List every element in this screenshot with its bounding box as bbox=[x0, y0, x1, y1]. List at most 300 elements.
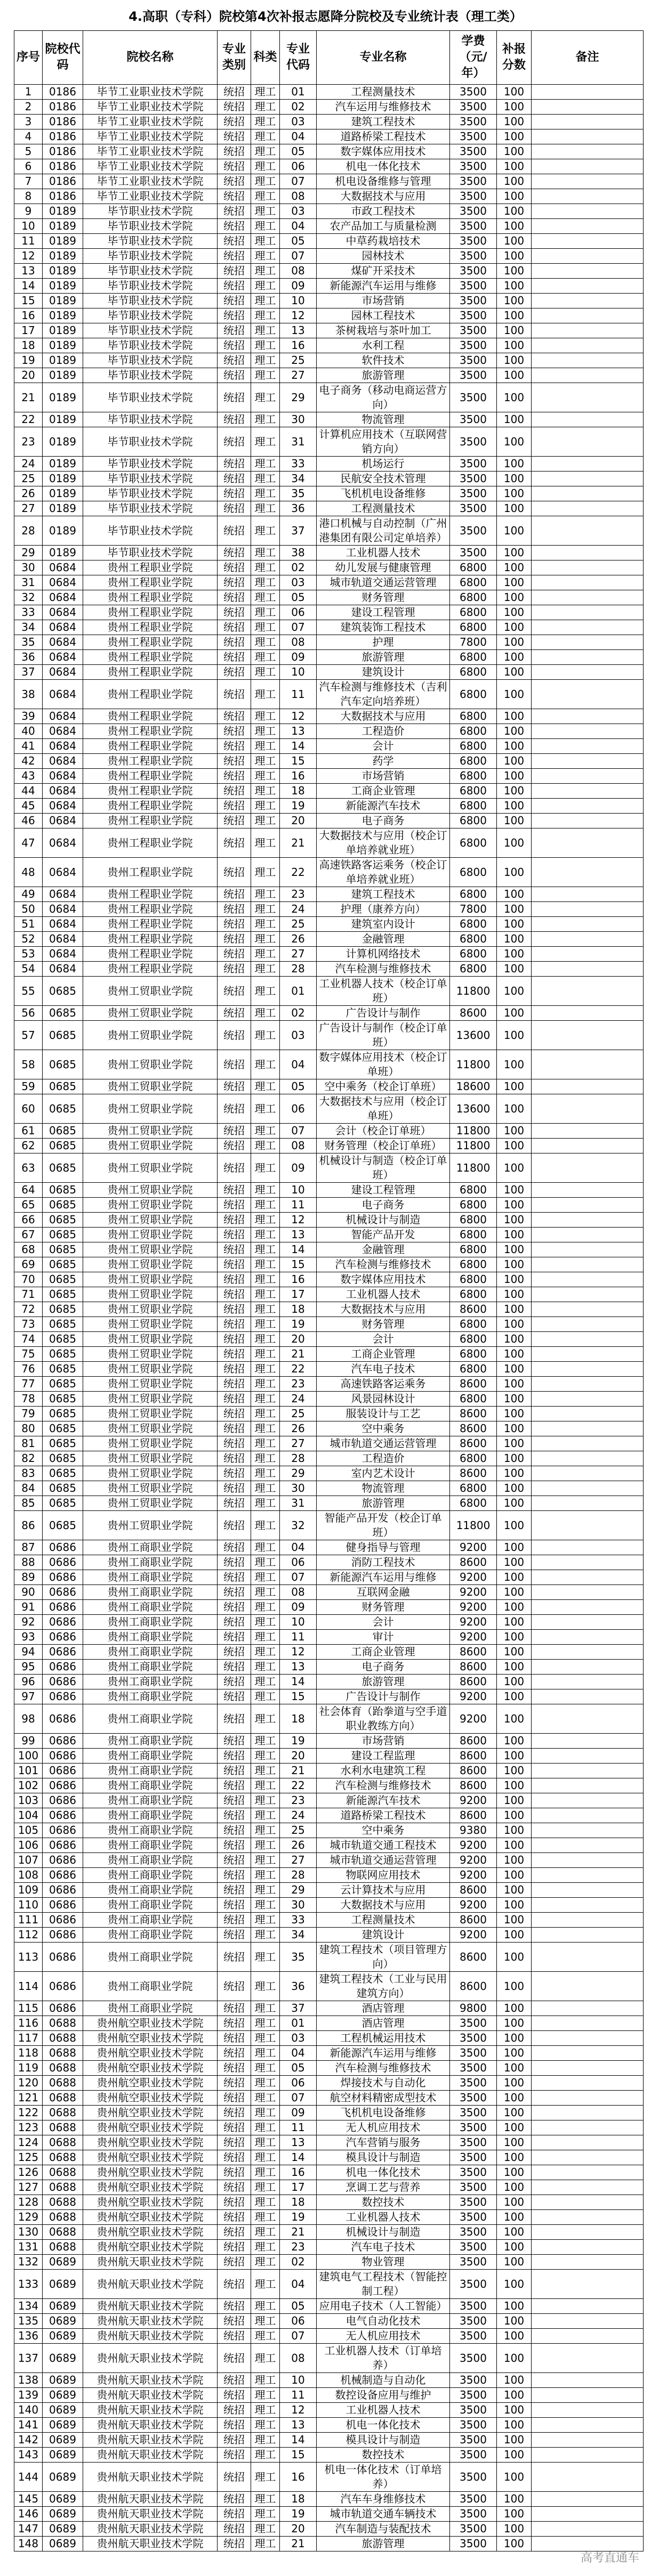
seq-cell: 76 bbox=[14, 1362, 43, 1377]
subject-type-cell: 理工 bbox=[251, 2448, 280, 2463]
school-code-cell: 0688 bbox=[43, 2091, 83, 2106]
subject-type-cell: 理工 bbox=[251, 1570, 280, 1585]
major-category-cell: 统招 bbox=[218, 338, 251, 353]
subject-type-cell: 理工 bbox=[251, 1317, 280, 1332]
major-code-cell: 29 bbox=[280, 1883, 317, 1898]
major-name-cell: 电子商务 bbox=[317, 814, 450, 828]
school-name-cell: 贵州工贸职业学院 bbox=[83, 1332, 218, 1347]
tuition-cell: 6800 bbox=[450, 1451, 497, 1466]
remarks-cell bbox=[532, 1645, 644, 1660]
major-category-cell: 统招 bbox=[218, 977, 251, 1006]
major-code-cell: 01 bbox=[280, 2016, 317, 2031]
major-name-cell: 大数据技术与应用（校企订单培养就业班） bbox=[317, 828, 450, 858]
table-row bbox=[14, 2492, 644, 2507]
supplement-score-cell: 100 bbox=[497, 129, 532, 144]
table-row bbox=[14, 828, 644, 858]
tuition-cell: 8600 bbox=[450, 1407, 497, 1421]
remarks-cell bbox=[532, 1928, 644, 1943]
subject-type-cell: 理工 bbox=[251, 1407, 280, 1421]
major-code-cell: 30 bbox=[280, 412, 317, 427]
school-name-cell: 贵州工程职业学院 bbox=[83, 917, 218, 932]
tuition-cell: 11800 bbox=[450, 1153, 497, 1183]
seq-cell: 22 bbox=[14, 412, 43, 427]
school-name-cell: 贵州工商职业学院 bbox=[83, 1555, 218, 1570]
remarks-cell bbox=[532, 219, 644, 234]
remarks-cell bbox=[532, 338, 644, 353]
supplement-score-cell: 100 bbox=[497, 2463, 532, 2492]
remarks-cell bbox=[532, 234, 644, 249]
seq-cell: 38 bbox=[14, 680, 43, 709]
table-row bbox=[14, 2388, 644, 2403]
major-name-cell: 大数据技术与应用 bbox=[317, 1898, 450, 1913]
remarks-cell bbox=[532, 1139, 644, 1153]
major-name-cell: 物流管理 bbox=[317, 1481, 450, 1496]
tuition-cell: 3500 bbox=[450, 129, 497, 144]
remarks-cell bbox=[532, 1496, 644, 1511]
table-row bbox=[14, 1972, 644, 2001]
major-name-cell: 焊接技术与自动化 bbox=[317, 2076, 450, 2091]
major-category-cell: 统招 bbox=[218, 2537, 251, 2551]
table-row bbox=[14, 2001, 644, 2016]
seq-cell: 25 bbox=[14, 472, 43, 486]
supplement-score-cell: 100 bbox=[497, 620, 532, 635]
major-name-cell: 工业机器人技术 bbox=[317, 2403, 450, 2418]
table-row bbox=[14, 1838, 644, 1853]
major-category-cell: 统招 bbox=[218, 1764, 251, 1778]
major-code-cell: 06 bbox=[280, 1555, 317, 1570]
major-category-cell: 统招 bbox=[218, 1630, 251, 1645]
tuition-cell: 6800 bbox=[450, 947, 497, 962]
major-category-cell: 统招 bbox=[218, 605, 251, 620]
remarks-cell bbox=[532, 2255, 644, 2270]
supplement-score-cell: 100 bbox=[497, 294, 532, 308]
school-code-cell: 0686 bbox=[43, 1600, 83, 1615]
major-name-cell: 建筑工程技术 bbox=[317, 115, 450, 129]
supplement-score-cell: 100 bbox=[497, 1645, 532, 1660]
tuition-cell: 3500 bbox=[450, 294, 497, 308]
remarks-cell bbox=[532, 2150, 644, 2165]
seq-cell: 43 bbox=[14, 769, 43, 784]
school-code-cell: 0686 bbox=[43, 1749, 83, 1764]
major-category-cell: 统招 bbox=[218, 1749, 251, 1764]
seq-cell: 130 bbox=[14, 2225, 43, 2240]
major-name-cell: 风景园林设计 bbox=[317, 1392, 450, 1407]
major-name-cell: 电子商务 bbox=[317, 1198, 450, 1213]
supplement-score-cell: 100 bbox=[497, 2120, 532, 2135]
subject-type-cell: 理工 bbox=[251, 219, 280, 234]
tuition-cell: 9200 bbox=[450, 1793, 497, 1808]
school-name-cell: 贵州工商职业学院 bbox=[83, 1808, 218, 1823]
major-code-cell: 36 bbox=[280, 1972, 317, 2001]
remarks-cell bbox=[532, 1481, 644, 1496]
table-row bbox=[14, 1675, 644, 1689]
tuition-cell: 3500 bbox=[450, 2225, 497, 2240]
major-category-cell: 统招 bbox=[218, 1198, 251, 1213]
tuition-cell: 3500 bbox=[450, 2388, 497, 2403]
subject-type-cell: 理工 bbox=[251, 635, 280, 650]
seq-cell: 85 bbox=[14, 1496, 43, 1511]
table-row bbox=[14, 1808, 644, 1823]
supplement-score-cell: 100 bbox=[497, 174, 532, 189]
major-code-cell: 15 bbox=[280, 2448, 317, 2463]
major-code-cell: 16 bbox=[280, 1272, 317, 1287]
remarks-cell bbox=[532, 204, 644, 219]
major-name-cell: 模具设计与制造 bbox=[317, 2150, 450, 2165]
major-name-cell: 旅游管理 bbox=[317, 2537, 450, 2551]
subject-type-cell: 理工 bbox=[251, 902, 280, 917]
school-code-cell: 0686 bbox=[43, 1823, 83, 1838]
table-row bbox=[14, 1257, 644, 1272]
major-name-cell: 应用电子技术（人工智能） bbox=[317, 2299, 450, 2314]
major-category-cell: 统招 bbox=[218, 144, 251, 159]
school-code-cell: 0684 bbox=[43, 799, 83, 814]
major-name-cell: 汽车检测与维修技术 bbox=[317, 1778, 450, 1793]
school-name-cell: 贵州工贸职业学院 bbox=[83, 1021, 218, 1050]
school-code-cell: 0684 bbox=[43, 962, 83, 977]
table-row bbox=[14, 249, 644, 264]
subject-type-cell: 理工 bbox=[251, 189, 280, 204]
school-code-cell: 0684 bbox=[43, 754, 83, 769]
remarks-cell bbox=[532, 887, 644, 902]
school-name-cell: 贵州工商职业学院 bbox=[83, 1630, 218, 1645]
major-name-cell: 港口机械与自动控制（广州港集团有限公司定单培养） bbox=[317, 516, 450, 546]
major-name-cell: 航空材料精密成型技术 bbox=[317, 2091, 450, 2106]
major-name-cell: 水利水电建筑工程 bbox=[317, 1764, 450, 1778]
major-category-cell: 统招 bbox=[218, 1778, 251, 1793]
school-code-cell: 0684 bbox=[43, 575, 83, 590]
supplement-score-cell: 100 bbox=[497, 1377, 532, 1392]
seq-cell: 90 bbox=[14, 1585, 43, 1600]
major-code-cell: 25 bbox=[280, 917, 317, 932]
seq-cell: 17 bbox=[14, 323, 43, 338]
supplement-score-cell: 100 bbox=[497, 977, 532, 1006]
major-name-cell: 工程测量技术 bbox=[317, 85, 450, 100]
school-code-cell: 0689 bbox=[43, 2388, 83, 2403]
table-row bbox=[14, 2195, 644, 2210]
subject-type-cell: 理工 bbox=[251, 2150, 280, 2165]
seq-cell: 114 bbox=[14, 1972, 43, 2001]
table-row bbox=[14, 575, 644, 590]
major-category-cell: 统招 bbox=[218, 724, 251, 739]
table-row bbox=[14, 2403, 644, 2418]
subject-type-cell: 理工 bbox=[251, 1481, 280, 1496]
major-name-cell: 大数据技术与应用 bbox=[317, 709, 450, 724]
tuition-cell: 8600 bbox=[450, 1764, 497, 1778]
major-code-cell: 01 bbox=[280, 85, 317, 100]
school-name-cell: 毕节职业技术学院 bbox=[83, 323, 218, 338]
school-code-cell: 0686 bbox=[43, 1540, 83, 1555]
major-name-cell: 汽车检测与维修技术 bbox=[317, 1257, 450, 1272]
tuition-cell: 8600 bbox=[450, 1006, 497, 1021]
major-name-cell: 民航安全技术管理 bbox=[317, 472, 450, 486]
seq-cell: 107 bbox=[14, 1853, 43, 1868]
major-code-cell: 10 bbox=[280, 2373, 317, 2388]
subject-type-cell: 理工 bbox=[251, 2270, 280, 2299]
school-code-cell: 0186 bbox=[43, 115, 83, 129]
school-code-cell: 0684 bbox=[43, 769, 83, 784]
tuition-cell: 3500 bbox=[450, 2373, 497, 2388]
table-row bbox=[14, 472, 644, 486]
major-code-cell: 19 bbox=[280, 2210, 317, 2225]
seq-cell: 105 bbox=[14, 1823, 43, 1838]
major-name-cell: 工业机器人技术 bbox=[317, 546, 450, 560]
table-row bbox=[14, 739, 644, 754]
tuition-cell: 8600 bbox=[450, 1436, 497, 1451]
school-code-cell: 0685 bbox=[43, 1466, 83, 1481]
table-row bbox=[14, 754, 644, 769]
school-name-cell: 贵州航天职业技术学院 bbox=[83, 2403, 218, 2418]
major-name-cell: 幼儿发展与健康管理 bbox=[317, 560, 450, 575]
school-code-cell: 0189 bbox=[43, 472, 83, 486]
major-code-cell: 29 bbox=[280, 383, 317, 412]
school-code-cell: 0686 bbox=[43, 1615, 83, 1630]
school-code-cell: 0688 bbox=[43, 2120, 83, 2135]
remarks-cell bbox=[532, 1079, 644, 1094]
major-name-cell: 工业机器人技术（校企订单班） bbox=[317, 977, 450, 1006]
seq-cell: 49 bbox=[14, 887, 43, 902]
major-name-cell: 机电一体化技术 bbox=[317, 2165, 450, 2180]
seq-cell: 102 bbox=[14, 1778, 43, 1793]
major-name-cell: 软件技术 bbox=[317, 353, 450, 368]
major-code-cell: 09 bbox=[280, 2106, 317, 2120]
school-name-cell: 贵州航空职业技术学院 bbox=[83, 2120, 218, 2135]
major-code-cell: 05 bbox=[280, 144, 317, 159]
school-code-cell: 0689 bbox=[43, 2373, 83, 2388]
supplement-score-cell: 100 bbox=[497, 1302, 532, 1317]
school-code-cell: 0186 bbox=[43, 144, 83, 159]
major-name-cell: 机械制造与自动化 bbox=[317, 2373, 450, 2388]
school-name-cell: 毕节职业技术学院 bbox=[83, 279, 218, 294]
tuition-cell: 6800 bbox=[450, 620, 497, 635]
tuition-cell: 6800 bbox=[450, 1287, 497, 1302]
remarks-cell bbox=[532, 159, 644, 174]
major-category-cell: 统招 bbox=[218, 1272, 251, 1287]
school-code-cell: 0686 bbox=[43, 1853, 83, 1868]
supplement-score-cell: 100 bbox=[497, 2373, 532, 2388]
supplement-score-cell: 100 bbox=[497, 427, 532, 457]
table-row bbox=[14, 2448, 644, 2463]
major-code-cell: 21 bbox=[280, 2225, 317, 2240]
supplement-score-cell: 100 bbox=[497, 1050, 532, 1079]
major-category-cell: 统招 bbox=[218, 174, 251, 189]
header-row bbox=[14, 31, 644, 85]
seq-cell: 57 bbox=[14, 1021, 43, 1050]
major-category-cell: 统招 bbox=[218, 264, 251, 279]
tuition-cell: 9200 bbox=[450, 1868, 497, 1883]
remarks-cell bbox=[532, 412, 644, 427]
supplement-score-cell: 100 bbox=[497, 1734, 532, 1749]
major-category-cell: 统招 bbox=[218, 1183, 251, 1198]
subject-type-cell: 理工 bbox=[251, 1094, 280, 1124]
major-name-cell: 道路桥梁工程技术 bbox=[317, 129, 450, 144]
subject-type-cell: 理工 bbox=[251, 2135, 280, 2150]
table-row bbox=[14, 294, 644, 308]
table-row bbox=[14, 516, 644, 546]
remarks-cell bbox=[532, 1883, 644, 1898]
school-name-cell: 贵州工程职业学院 bbox=[83, 739, 218, 754]
major-code-cell: 02 bbox=[280, 560, 317, 575]
major-code-cell: 05 bbox=[280, 1079, 317, 1094]
major-name-cell: 新能源汽车运用与维修 bbox=[317, 2046, 450, 2061]
school-code-cell: 0686 bbox=[43, 1555, 83, 1570]
tuition-cell: 6800 bbox=[450, 560, 497, 575]
supplement-score-cell: 100 bbox=[497, 828, 532, 858]
major-category-cell: 统招 bbox=[218, 546, 251, 560]
table-row bbox=[14, 1466, 644, 1481]
seq-cell: 46 bbox=[14, 814, 43, 828]
remarks-cell bbox=[532, 427, 644, 457]
major-code-cell: 15 bbox=[280, 754, 317, 769]
major-category-cell: 统招 bbox=[218, 294, 251, 308]
seq-cell: 109 bbox=[14, 1883, 43, 1898]
school-code-cell: 0684 bbox=[43, 784, 83, 799]
school-name-cell: 贵州工贸职业学院 bbox=[83, 1124, 218, 1139]
subject-type-cell: 理工 bbox=[251, 2210, 280, 2225]
subject-type-cell: 理工 bbox=[251, 2001, 280, 2016]
seq-cell: 55 bbox=[14, 977, 43, 1006]
major-name-cell: 新能源汽车技术 bbox=[317, 1793, 450, 1808]
tuition-cell: 3500 bbox=[450, 2433, 497, 2448]
remarks-cell bbox=[532, 1183, 644, 1198]
supplement-score-cell: 100 bbox=[497, 2135, 532, 2150]
school-name-cell: 贵州工商职业学院 bbox=[83, 1675, 218, 1689]
major-code-cell: 12 bbox=[280, 1213, 317, 1228]
remarks-cell bbox=[532, 1585, 644, 1600]
major-code-cell: 29 bbox=[280, 1466, 317, 1481]
subject-type-cell: 理工 bbox=[251, 1838, 280, 1853]
major-name-cell: 酒店管理 bbox=[317, 2001, 450, 2016]
major-name-cell: 城市轨道交通运营管理 bbox=[317, 1853, 450, 1868]
tuition-cell: 7800 bbox=[450, 635, 497, 650]
subject-type-cell: 理工 bbox=[251, 2076, 280, 2091]
remarks-cell bbox=[532, 1868, 644, 1883]
school-code-cell: 0688 bbox=[43, 2031, 83, 2046]
table-row bbox=[14, 174, 644, 189]
table-row bbox=[14, 1704, 644, 1734]
major-category-cell: 统招 bbox=[218, 799, 251, 814]
major-name-cell: 社会体育（跆拳道与空手道职业教练方向） bbox=[317, 1704, 450, 1734]
school-code-cell: 0189 bbox=[43, 338, 83, 353]
school-name-cell: 贵州工程职业学院 bbox=[83, 858, 218, 887]
header-school-name: 院校名称 bbox=[83, 31, 218, 85]
table-row bbox=[14, 1079, 644, 1094]
tuition-cell: 6800 bbox=[450, 828, 497, 858]
major-code-cell: 20 bbox=[280, 814, 317, 828]
school-name-cell: 贵州工商职业学院 bbox=[83, 1749, 218, 1764]
seq-cell: 13 bbox=[14, 264, 43, 279]
school-code-cell: 0186 bbox=[43, 85, 83, 100]
tuition-cell: 3500 bbox=[450, 2031, 497, 2046]
remarks-cell bbox=[532, 294, 644, 308]
tuition-cell: 6800 bbox=[450, 1332, 497, 1347]
major-category-cell: 统招 bbox=[218, 2076, 251, 2091]
major-category-cell: 统招 bbox=[218, 1377, 251, 1392]
remarks-cell bbox=[532, 1332, 644, 1347]
remarks-cell bbox=[532, 264, 644, 279]
major-name-cell: 汽车检测与维修技术 bbox=[317, 962, 450, 977]
school-name-cell: 贵州航天职业技术学院 bbox=[83, 2507, 218, 2522]
supplement-score-cell: 100 bbox=[497, 219, 532, 234]
major-category-cell: 统招 bbox=[218, 902, 251, 917]
tuition-cell: 3500 bbox=[450, 279, 497, 294]
table-row bbox=[14, 1689, 644, 1704]
supplement-score-cell: 100 bbox=[497, 1868, 532, 1883]
supplement-score-cell: 100 bbox=[497, 575, 532, 590]
table-row bbox=[14, 85, 644, 100]
seq-cell: 64 bbox=[14, 1183, 43, 1198]
major-name-cell: 建筑电气工程技术（智能控制工程） bbox=[317, 2270, 450, 2299]
table-row bbox=[14, 1332, 644, 1347]
supplement-score-cell: 100 bbox=[497, 1094, 532, 1124]
school-code-cell: 0686 bbox=[43, 1675, 83, 1689]
tuition-cell: 8600 bbox=[450, 1943, 497, 1972]
major-name-cell: 财务管理（校企订单班） bbox=[317, 1139, 450, 1153]
school-name-cell: 贵州工商职业学院 bbox=[83, 1764, 218, 1778]
seq-cell: 41 bbox=[14, 739, 43, 754]
seq-cell: 106 bbox=[14, 1838, 43, 1853]
remarks-cell bbox=[532, 902, 644, 917]
major-category-cell: 统招 bbox=[218, 1868, 251, 1883]
tuition-cell: 3500 bbox=[450, 323, 497, 338]
subject-type-cell: 理工 bbox=[251, 650, 280, 665]
table-row bbox=[14, 724, 644, 739]
supplement-score-cell: 100 bbox=[497, 85, 532, 100]
school-name-cell: 贵州航空职业技术学院 bbox=[83, 2061, 218, 2076]
table-row bbox=[14, 1496, 644, 1511]
supplement-score-cell: 100 bbox=[497, 1242, 532, 1257]
table-row bbox=[14, 1645, 644, 1660]
major-code-cell: 01 bbox=[280, 977, 317, 1006]
supplement-score-cell: 100 bbox=[497, 2299, 532, 2314]
supplement-score-cell: 100 bbox=[497, 1615, 532, 1630]
supplement-score-cell: 100 bbox=[497, 1555, 532, 1570]
supplement-score-cell: 100 bbox=[497, 338, 532, 353]
school-name-cell: 贵州工贸职业学院 bbox=[83, 1392, 218, 1407]
major-code-cell: 37 bbox=[280, 2001, 317, 2016]
tuition-cell: 3500 bbox=[450, 2135, 497, 2150]
supplement-score-cell: 100 bbox=[497, 204, 532, 219]
major-category-cell: 统招 bbox=[218, 383, 251, 412]
school-name-cell: 贵州航空职业技术学院 bbox=[83, 2091, 218, 2106]
supplement-score-cell: 100 bbox=[497, 1392, 532, 1407]
major-category-cell: 统招 bbox=[218, 2195, 251, 2210]
seq-cell: 4 bbox=[14, 129, 43, 144]
major-category-cell: 统招 bbox=[218, 368, 251, 383]
major-code-cell: 22 bbox=[280, 1362, 317, 1377]
major-code-cell: 15 bbox=[280, 1689, 317, 1704]
tuition-cell: 7800 bbox=[450, 902, 497, 917]
major-code-cell: 20 bbox=[280, 1749, 317, 1764]
table-row bbox=[14, 338, 644, 353]
tuition-cell: 3500 bbox=[450, 174, 497, 189]
school-name-cell: 贵州工贸职业学院 bbox=[83, 1362, 218, 1377]
school-name-cell: 贵州工贸职业学院 bbox=[83, 1006, 218, 1021]
major-category-cell: 统招 bbox=[218, 1124, 251, 1139]
table-row bbox=[14, 1630, 644, 1645]
major-code-cell: 07 bbox=[280, 2091, 317, 2106]
tuition-cell: 3500 bbox=[450, 204, 497, 219]
major-name-cell: 汽车电子技术 bbox=[317, 2240, 450, 2255]
remarks-cell bbox=[532, 2433, 644, 2448]
subject-type-cell: 理工 bbox=[251, 546, 280, 560]
major-name-cell: 工程造价 bbox=[317, 724, 450, 739]
major-name-cell: 旅游管理 bbox=[317, 650, 450, 665]
major-code-cell: 15 bbox=[280, 1257, 317, 1272]
subject-type-cell: 理工 bbox=[251, 1555, 280, 1570]
major-category-cell: 统招 bbox=[218, 1823, 251, 1838]
school-name-cell: 贵州工贸职业学院 bbox=[83, 1451, 218, 1466]
school-code-cell: 0189 bbox=[43, 383, 83, 412]
